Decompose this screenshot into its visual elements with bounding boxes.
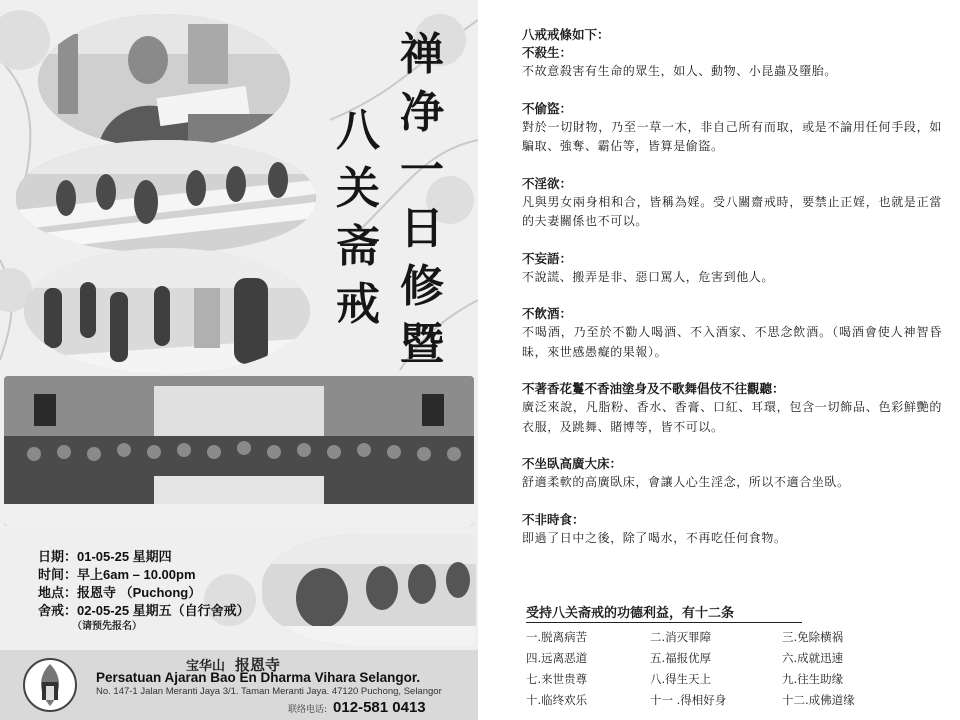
merit-item: 五.福报优厚 <box>650 651 712 665</box>
photo-sitting-meditation <box>262 534 476 646</box>
contact-phone <box>288 697 426 716</box>
event-date-row <box>38 548 250 566</box>
poster-title-left <box>330 102 386 334</box>
event-time-value: 早上6am – 10.00pm <box>77 567 196 582</box>
merit-item: 九.往生助缘 <box>782 672 844 686</box>
precept-heading: 不飲酒： <box>522 306 573 321</box>
precept-heading: 不偷盜： <box>522 100 573 116</box>
precept-item <box>522 174 942 232</box>
merit-item: 十一 .得相好身 <box>650 693 727 707</box>
precept-heading: 不非時食： <box>522 511 585 527</box>
title-char: 戒 <box>336 279 380 330</box>
merit-item: 八.得生天上 <box>650 672 712 686</box>
register-note: （请预先报名） <box>72 621 142 632</box>
title-char: 暨 <box>400 319 444 370</box>
precepts-title: 八戒戒條如下： <box>522 27 610 42</box>
precept-item <box>522 99 942 157</box>
precept-body: 不喝酒，乃至於不勸人喝酒、不入酒家、不思念飲酒。（喝酒會使人神智昏昧，來世感愚癡的果報）。 <box>522 325 942 359</box>
event-time-row <box>38 566 250 584</box>
title-char: 日 <box>400 203 444 254</box>
title-char: 八 <box>336 105 380 156</box>
precept-item <box>522 454 942 493</box>
precept-body: 廣泛來說，凡脂粉、香水、香膏、口紅、耳環，包含一切飾品、色彩鮮艷的衣服，及跳舞、賭博等，皆不可以。 <box>522 400 942 434</box>
merit-item: 二.消灭罪障 <box>650 630 712 644</box>
phone-number: 012-581 0413 <box>333 699 426 716</box>
temple-prefix: 宝华山 <box>186 659 226 674</box>
event-date-label: 日期： <box>38 549 78 564</box>
temple-address: No. 147-1 Jalan Meranti Jaya 3/1. Taman Meranti Jaya. 47120 Puchong, Selangor <box>96 686 442 697</box>
event-time-label: 时间： <box>38 567 78 582</box>
merit-item: 四.远离恶道 <box>526 651 588 665</box>
precept-body: 凡與男女兩身相和合，皆稱為婬。受八關齋戒時，要禁止正婬，也就是正當的夫妻關係也不可以。 <box>522 194 942 228</box>
temple-logo-icon <box>22 656 78 714</box>
precept-body: 不故意殺害有生命的眾生，如人、動物、小昆蟲及墮胎。 <box>522 64 838 78</box>
event-venue-label: 地点： <box>38 585 78 600</box>
poster-title-right <box>394 26 450 374</box>
precept-heading: 不坐臥高廣大床： <box>522 456 623 471</box>
event-end-row <box>38 602 250 620</box>
photo-hall-practice <box>16 140 316 252</box>
event-details <box>38 548 250 620</box>
title-char: 修 <box>400 261 444 312</box>
precept-body: 舒適柔軟的高廣臥床，會讓人心生淫念，所以不適合坐臥。 <box>522 475 850 489</box>
merit-item: 六.成就迅速 <box>782 651 844 665</box>
merits-section <box>526 602 946 710</box>
photo-group <box>4 376 474 526</box>
merit-item: 十.临终欢乐 <box>526 693 588 707</box>
precept-heading: 不淫欲： <box>522 175 573 191</box>
merit-item: 七.来世贵尊 <box>526 672 588 686</box>
precept-heading: 不著香花鬘不香油塗身及不歌舞倡伎不往觀聽： <box>522 381 785 396</box>
precept-item <box>522 379 942 437</box>
event-venue-value: 报恩寺 （Puchong） <box>77 585 202 600</box>
event-poster <box>0 0 478 720</box>
precept-heading: 不殺生： <box>522 45 573 60</box>
event-venue-row <box>38 584 250 602</box>
precept-body: 對於一切財物，乃至一草一木，非自己所有而取，或是不論用任何手段，如騙取、強奪、霸佔等，皆算是偷盜。 <box>522 119 942 153</box>
event-date-value: 01-05-25 星期四 <box>77 549 172 564</box>
precept-body: 即過了日中之後，除了喝水，不再吃任何食物。 <box>522 530 787 545</box>
merits-grid <box>526 628 946 710</box>
event-end-label: 舍戒： <box>38 603 78 618</box>
merit-item: 十二.成佛道缘 <box>782 693 855 707</box>
title-char: 净 <box>400 87 444 138</box>
title-char: 禅 <box>400 29 444 80</box>
precept-item <box>522 43 942 82</box>
merits-title: 受持八关斋戒的功德利益，有十二条 <box>526 602 802 623</box>
precepts-list <box>522 26 942 565</box>
precept-heading: 不妄語： <box>522 250 573 266</box>
title-char: 一 <box>400 145 444 196</box>
photo-walking-practice <box>24 248 310 374</box>
precept-body: 不說謊、搬弄是非、惡口罵人，危害到他人。 <box>522 269 775 284</box>
precept-item <box>522 510 942 549</box>
phone-label: 联络电话: <box>288 705 328 715</box>
title-char: 斋 <box>336 221 380 272</box>
title-char: 关 <box>336 163 380 214</box>
precept-item <box>522 249 942 288</box>
merit-item: 一.脱离病苦 <box>526 630 588 644</box>
event-end-value: 02-05-25 星期五（自行舍戒） <box>77 603 250 618</box>
temple-name-en: Persatuan Ajaran Bao En Dharma Vihara Selangor. <box>96 670 421 685</box>
temple-name: 报恩寺 <box>235 656 281 674</box>
photo-monk-reading <box>38 14 290 148</box>
merit-item: 三.免除横祸 <box>782 630 844 644</box>
precept-item <box>522 304 942 362</box>
